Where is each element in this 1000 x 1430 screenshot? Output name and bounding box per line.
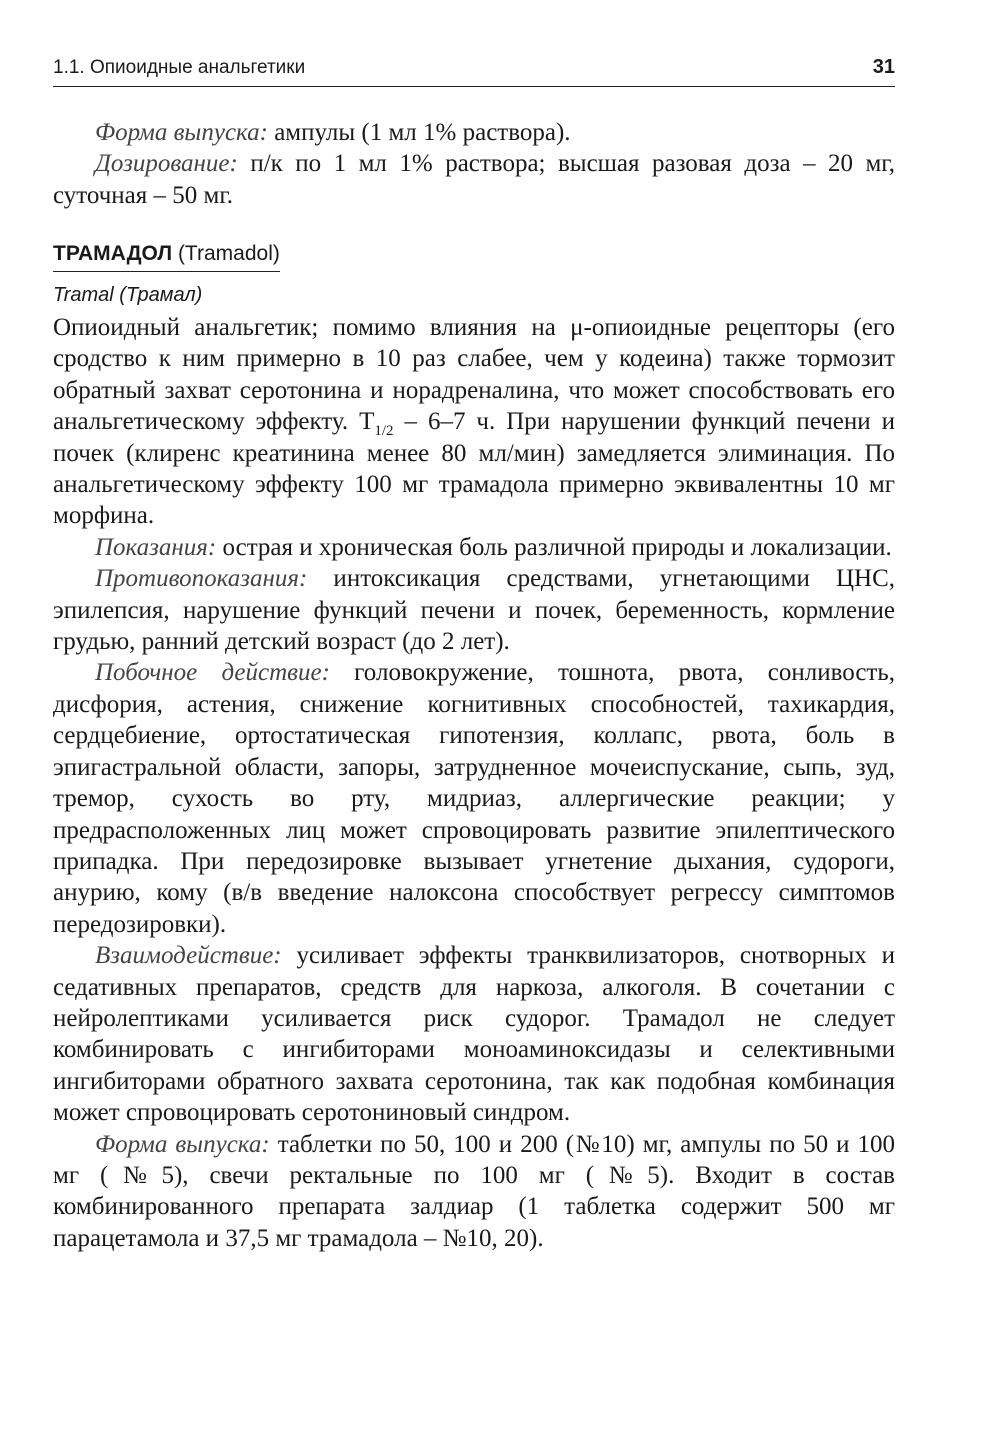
form-text: ампулы (1 мл 1% раствора). [267,119,571,146]
drug-article [53,312,895,1254]
paragraph-interaction [53,940,895,1128]
paragraph-form [53,117,895,148]
page-number: 31 [872,56,895,78]
release-form-text: таблетки по 50, 100 и 200 (№10) мг, ампулы по 50 и 100 мг (№5), свечи ректальные по 100 мг (№5). Входит в состав комбинированного препарата залдиар (1 таблетка содержит 500 мг парацетамола и 37,5 мг трамадола – №10, 20). [53,1130,895,1252]
book-page [53,0,895,1430]
indications-label: Показания: [95,533,217,561]
contraindications-text: интоксикация средствами, угнетающими ЦНС, эпилепсия, нарушение функций печени и почек, беременность, кормление грудью, ранний детский возраст (до 2 лет). [53,565,895,656]
drug-heading [53,242,280,272]
half-life-subscript: 1/2 [374,423,394,440]
drug-latin-name: (Tramadol) [172,242,280,265]
description-text-a: Опиоидный анальгетик; помимо влияния на μ-опиоидные рецепторы (его сродство к ним примерно в 10 раз слабее, чем у кодеина) также тормозит обратный захват серотонина и норадреналина, что может способствовать его анальгетическому эффекту. T [53,314,895,436]
dosing-label: Дозирование: [95,150,238,178]
paragraph-indications [53,532,895,563]
running-header [53,52,895,87]
brand-name: Tramal (Трамал) [53,284,203,306]
paragraph-contraindications [53,563,895,657]
description-text-b: – 6–7 ч. При нарушении функций печени и почек (клиренс креатинина менее 80 мл/мин) замедляется элиминация. По анальгетическому эффекту 100 мг трамадола примерно эквивалентны 10 мг морфина. [53,408,895,530]
interaction-text: усиливает эффекты транквилизаторов, снотворных и седативных препаратов, средств для наркоза, алкоголя. В сочетании с нейролептиками усиливается риск судорог. Трамадол не следует комбинировать с ингибиторами моноаминоксидазы и селективными ингибиторами обратного захвата серотонина, так как подобная комбинация может спровоцировать серотониновый синдром. [53,942,895,1127]
interaction-label: Взаимодействие: [95,942,282,970]
section-title: 1.1. Опиоидные анальгетики [53,57,306,78]
paragraph-side-effects [53,657,895,940]
side-effects-text: головокружение, тошнота, рвота, сонливость, дисфория, астения, снижение когнитивных способностей, тахикардия, сердцебиение, ортостатическая гипотензия, коллапс, рвота, боль в эпигастральной области, запоры, затрудненное мочеиспускание, сыпь, зуд, тремор, сухость во рту, мидриаз, аллергические реакции; у предрасположенных лиц может спровоцировать развитие эпилептического припадка. При передозировке вызывает угнетение дыхания, судороги, анурию, кому (в/в введение налоксона способствует регрессу симптомов передозировки). [53,659,896,938]
side-effects-label: Побочное действие: [95,659,330,687]
form-label: Форма выпуска: [95,119,268,146]
drug-name: ТРАМАДОЛ [53,242,173,265]
indications-text: острая и хроническая боль различной природы и локализации. [216,533,892,561]
dosing-text: п/к по 1 мл 1% раствора; высшая разовая доза – 20 мг, суточная – 50 мг. [53,150,895,209]
release-form-label: Форма выпуска: [95,1130,270,1158]
paragraph-dosing [53,148,895,211]
paragraph-description [53,312,895,532]
paragraph-release-form [53,1129,895,1255]
previous-drug-continuation [53,117,895,211]
contraindications-label: Противопоказания: [95,565,308,593]
